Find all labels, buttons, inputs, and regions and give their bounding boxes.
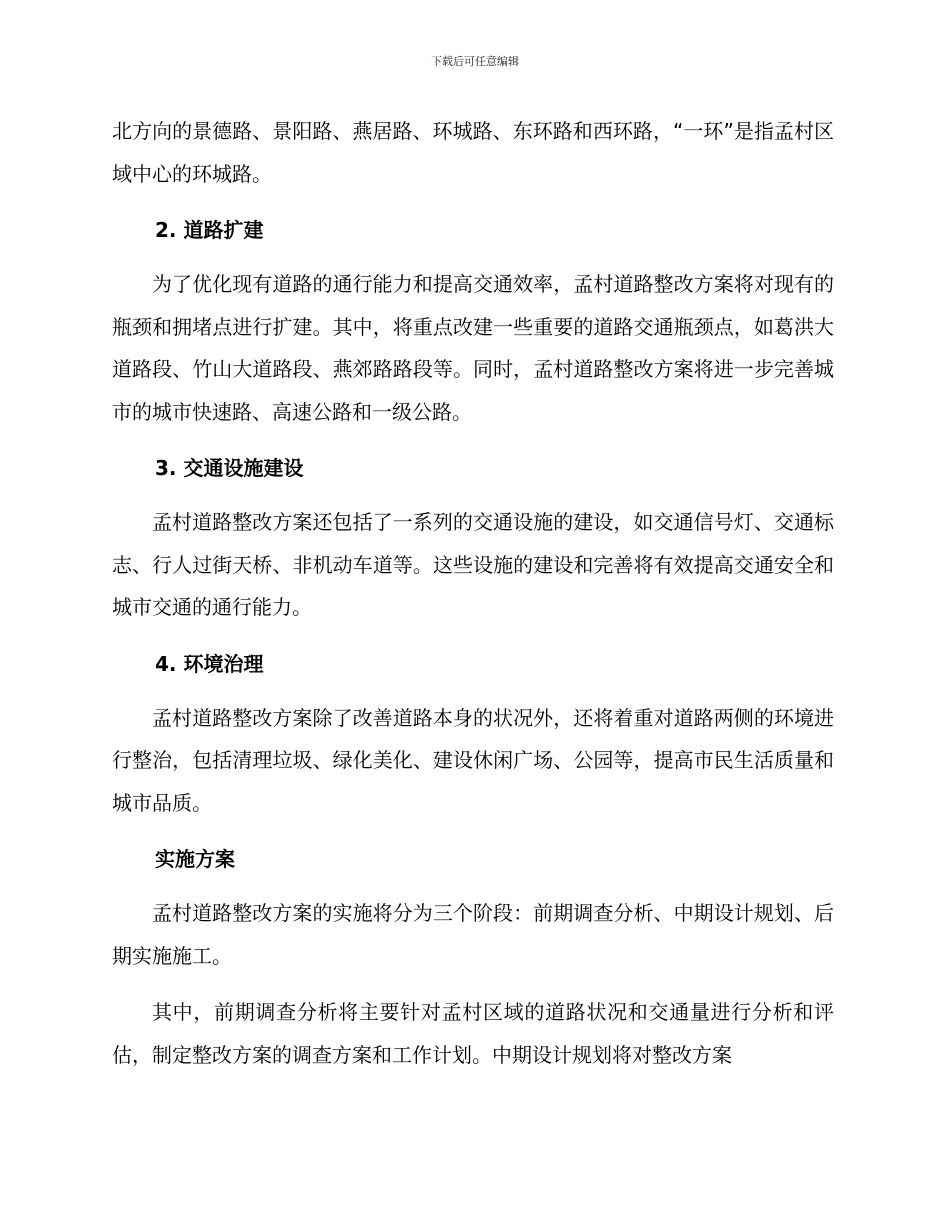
document-body [112, 110, 834, 1090]
body-paragraph: 北方向的景德路、景阳路、燕居路、环城路、东环路和西环路，“一环”是指孟村区域中心的环城路。 [112, 119, 834, 186]
section-heading: 4. 环境治理 [155, 651, 264, 676]
section-heading: 实施方案 [155, 847, 235, 871]
page-header-note: 下载后可任意编辑 [431, 55, 519, 68]
body-paragraph: 孟村道路整改方案的实施将分为三个阶段：前期调查分析、中期设计规划、后期实施施工。 [112, 901, 834, 968]
body-paragraph: 孟村道路整改方案除了改善道路本身的状况外，还将着重对道路两侧的环境进行整治，包括清理垃圾、绿化美化、建设休闲广场、公园等，提高市民生活质量和城市品质。 [112, 705, 834, 815]
body-paragraph: 为了优化现有道路的通行能力和提高交通效率，孟村道路整改方案将对现有的瓶颈和拥堵点进行扩建。其中，将重点改建一些重要的道路交通瓶颈点，如葛洪大道路段、竹山大道路段、燕郊路路段等。同时，孟村道路整改方案将进一步完善城市的城市快速路、高速公路和一级公路。 [112, 272, 834, 424]
body-paragraph: 孟村道路整改方案还包括了一系列的交通设施的建设，如交通信号灯、交通标志、行人过街天桥、非机动车道等。这些设施的建设和完善将有效提高交通安全和城市交通的通行能力。 [112, 510, 834, 619]
section-heading: 3. 交通设施建设 [155, 456, 304, 480]
body-paragraph: 其中，前期调查分析将主要针对孟村区域的道路状况和交通量进行分析和评估，制定整改方案的调查方案和工作计划。中期设计规划将对整改方案 [112, 1000, 834, 1067]
section-heading: 2. 道路扩建 [155, 218, 264, 242]
